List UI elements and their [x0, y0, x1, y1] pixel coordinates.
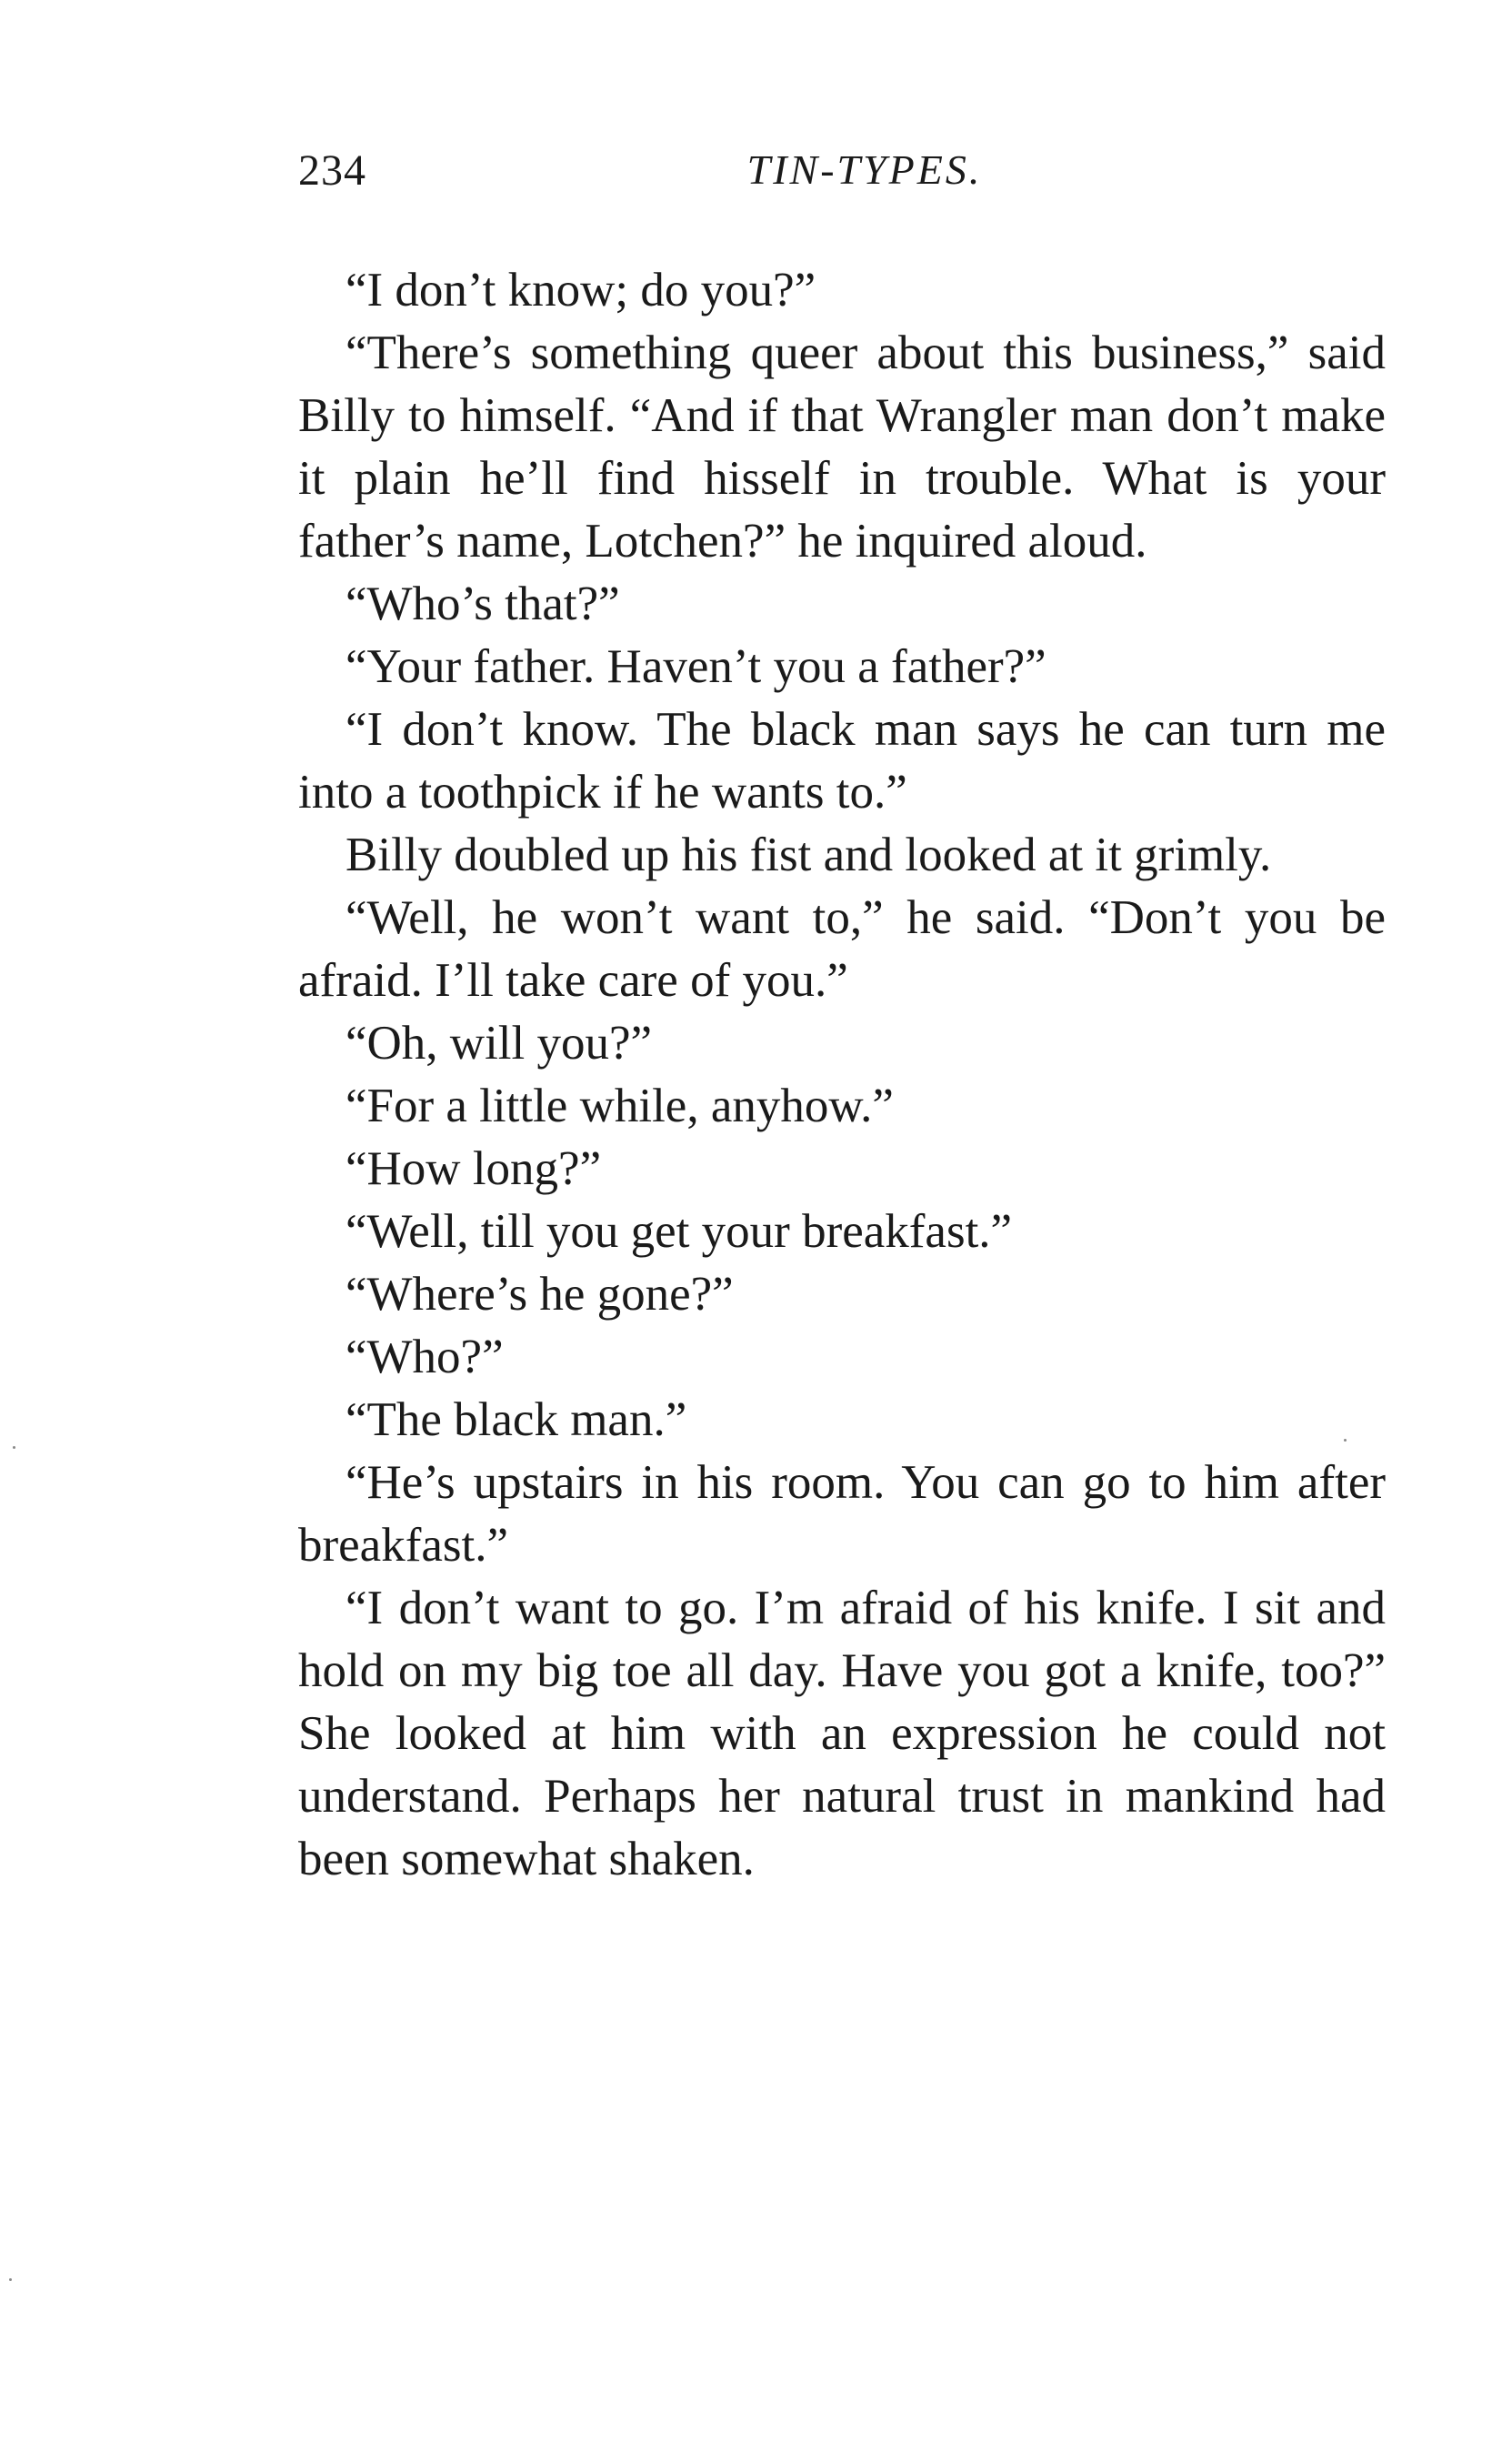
paragraph: “Well, he won’t want to,” he said. “Don’t you be afraid. I’ll take care of you.” [298, 891, 1386, 1007]
paragraph: “I don’t know; do you?” [345, 264, 816, 317]
paragraph: “I don’t want to go. I’m afraid of his knife. I sit and hold on my big toe all day. Have you got a knife, too?” She looked at him with an expression he could not understand. Perhaps her natural trust in mankind had been somewhat shaken. [298, 1582, 1386, 1885]
paragraph: “He’s upstairs in his room. You can go to him after breakfast.” [298, 1456, 1386, 1572]
paragraph: “Well, till you get your breakfast.” [345, 1205, 1013, 1258]
paragraph: Billy doubled up his fist and looked at it grimly. [345, 829, 1272, 881]
paragraph: “Oh, will you?” [345, 1017, 653, 1070]
paragraph: “Where’s he gone?” [345, 1268, 734, 1321]
paper-speck [13, 1446, 15, 1449]
paragraph: “The black man.” [345, 1393, 687, 1446]
running-title: TIN-TYPES. [746, 146, 983, 193]
paper-speck [9, 2278, 12, 2281]
paragraph: “There’s something queer about this business,” said Billy to himself. “And if that Wrangler man don’t make it plain he’ll find hisself in trouble. What is your father’s name, Lotchen?” he inquired aloud. [298, 327, 1386, 568]
paragraph: “I don’t know. The black man says he can turn me into a toothpick if he wants to.” [298, 703, 1386, 819]
body-text [298, 259, 1386, 1891]
paper-speck [1344, 1439, 1347, 1442]
paragraph: “Your father. Haven’t you a father?” [345, 640, 1046, 693]
paragraph: “For a little while, anyhow.” [345, 1080, 894, 1132]
running-head [298, 146, 1386, 209]
paragraph: “Who’s that?” [345, 578, 620, 630]
paragraph: “How long?” [345, 1142, 602, 1195]
page-number: 234 [298, 146, 366, 195]
paragraph: “Who?” [345, 1331, 504, 1383]
